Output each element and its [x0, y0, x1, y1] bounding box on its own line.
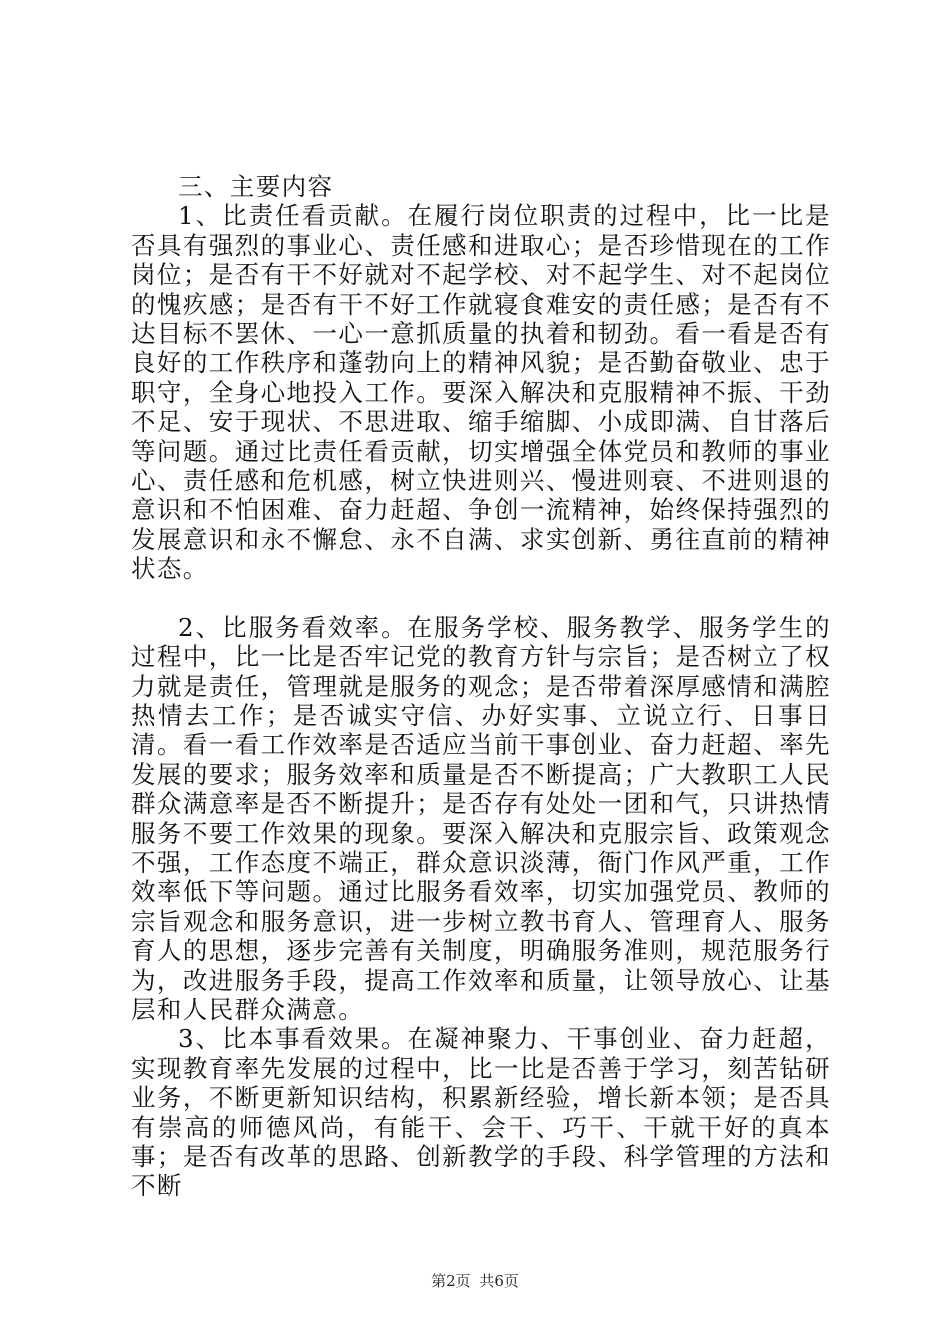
- paragraph-service: 2、比服务看效率。在服务学校、服务教学、服务学生的过程中，比一比是否牢记党的教育方针与宗旨；是否树立了权力就是责任，管理就是服务的观念；是否带着深厚感情和满腔热情去工作；是否诚实守信、办好实事、立说立行、日事日清。看一看工作效率是否适应当前干事创业、奋力赶超、率先发展的要求；服务效率和质量是否不断提高；广大教职工人民群众满意率是否不断提升；是否存有处处一团和气，只讲热情服务不要工作效果的现象。要深入解决和克服宗旨、政策观念不强，工作态度不端正，群众意识淡薄，衙门作风严重，工作效率低下等问题。通过比服务看效率，切实加强党员、教师的宗旨观念和服务意识，进一步树立教书育人、管理育人、服务育人的思想，逐步完善有关制度，明确服务准则，规范服务行为，改进服务手段，提高工作效率和质量，让领导放心、让基层和人民群众满意。: [131, 612, 831, 1024]
- page-number: 第2页: [431, 1272, 471, 1290]
- page-footer: [0, 1270, 950, 1291]
- paragraph-ability: 3、比本事看效果。在凝神聚力、干事创业、奋力赶超，实现教育率先发展的过程中，比一比是否善于学习，刻苦钻研业务，不断更新知识结构，积累新经验，增长新本领；是否具有崇高的师德风尚，有能干、会干、巧干、干就干好的真本事；是否有改革的思路、创新教学的手段、科学管理的方法和不断: [131, 1024, 831, 1201]
- paragraph-responsibility: 1、比责任看贡献。在履行岗位职责的过程中，比一比是否具有强烈的事业心、责任感和进取心；是否珍惜现在的工作岗位；是否有干不好就对不起学校、对不起学生、对不起岗位的愧疚感；是否有干不好工作就寝食难安的责任感；是否有不达目标不罢休、一心一意抓质量的执着和韧劲。看一看是否有良好的工作秩序和蓬勃向上的精神风貌；是否勤奋敬业、忠于职守，全身心地投入工作。要深入解决和克服精神不振、干劲不足、安于现状、不思进取、缩手缩脚、小成即满、自甘落后等问题。通过比责任看贡献，切实增强全体党员和教师的事业心、责任感和危机感，树立快进则兴、慢进则衰、不进则退的意识和不怕困难、奋力赶超、争创一流精神，始终保持强烈的发展意识和永不懈怠、永不自满、求实创新、勇往直前的精神状态。: [131, 201, 831, 584]
- page-total: 共6页: [479, 1272, 519, 1290]
- document-body: [131, 172, 831, 1201]
- paragraph-spacer: [131, 584, 831, 613]
- section-heading: 三、主要内容: [178, 172, 334, 201]
